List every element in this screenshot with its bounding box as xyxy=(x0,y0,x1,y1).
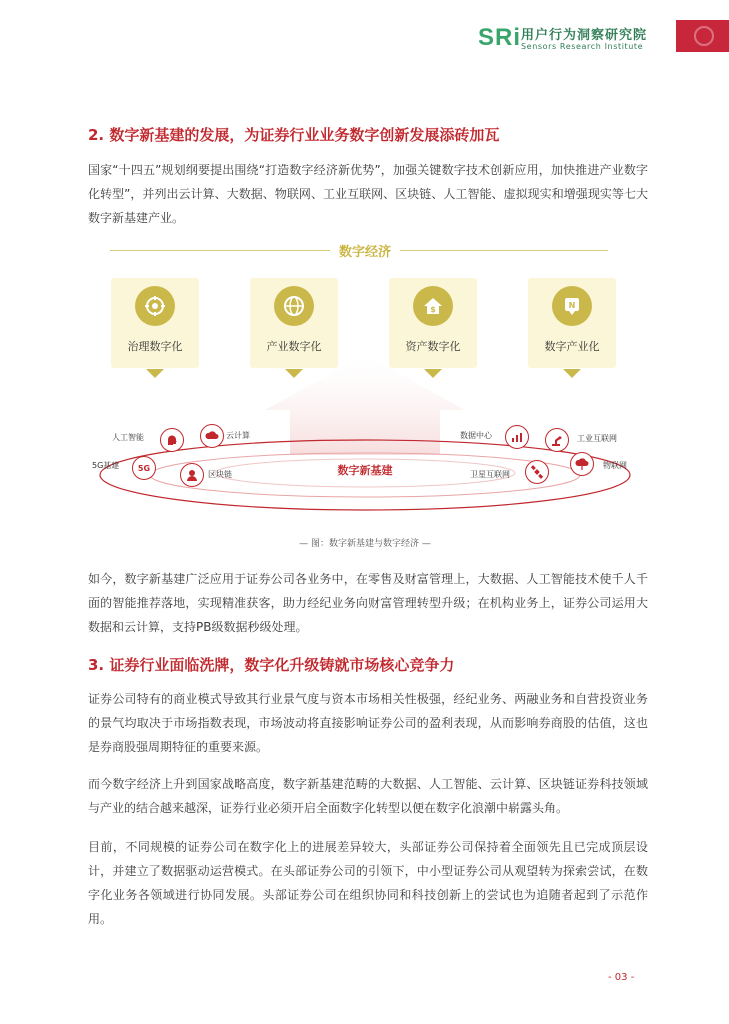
divider-right xyxy=(400,250,608,251)
node-label-cloud: 云计算 xyxy=(226,431,250,440)
section-2-heading: 2. 数字新基建的发展，为证券行业业务数字创新发展添砖加瓦 xyxy=(88,126,500,144)
5g-icon: 5G xyxy=(132,456,156,480)
diagram-title: 数字经济 xyxy=(330,241,400,260)
figure-follow-paragraph: 如今，数字新基建广泛应用于证券公司各业务中，在零售及财富管理上，大数据、人工智能技术使千人千面的智能推荐落地，实现精准获客，助力经纪业务向财富管理转型升级；在机构业务上，证券公司运用大数据和云计算，支持PB级数据秒级处理。 xyxy=(88,572,648,634)
figure-caption: — 图：数字新基建与数字经济 — xyxy=(299,539,431,549)
page-number: - 03 - xyxy=(608,972,635,983)
node-label-industrial-internet: 工业互联网 xyxy=(577,434,617,443)
blockchain-icon xyxy=(180,463,204,487)
card-label: 产业数字化 xyxy=(266,340,322,353)
satellite-icon xyxy=(525,460,549,484)
center-label: 数字新基建 xyxy=(337,464,393,477)
card-label: 资产数字化 xyxy=(405,340,461,353)
node-label-datacenter: 数据中心 xyxy=(460,431,492,440)
digital-industry-icon xyxy=(552,286,592,326)
house-dollar-icon xyxy=(413,286,453,326)
org-name-cn: 用户行为洞察研究院 xyxy=(521,28,648,43)
card-label: 数字产业化 xyxy=(544,340,600,353)
org-name-en: Sensors Research Institute xyxy=(521,42,644,51)
node-label-satellite: 卫星互联网 xyxy=(470,470,510,479)
section-3-paragraph: 目前，不同规模的证券公司在数字化上的进展差异较大，头部证券公司保持着全面领先且已完成顶层设计，并建立了数据驱动运营模式。在头部证券公司的引领下，中小型证券公司从观望转为探索尝试，在数字化业务各领域进行协同发展。头部证券公司在组织协同和科技创新上的尝试也为追随者起到了示范作用。 xyxy=(88,840,648,926)
node-label-5g: 5G基建 xyxy=(92,461,120,470)
cloud-icon xyxy=(200,424,224,448)
section-3-paragraph: 证券公司特有的商业模式导致其行业景气度与资本市场相关性极强，经纪业务、两融业务和自营投资业务的景气均取决于市场指数表现，市场波动将直接影响证券公司的盈利表现，从而影响券商股的估值，这也是券商股强周期特征的重要来源。 xyxy=(88,692,648,754)
node-label-ai: 人工智能 xyxy=(112,433,144,442)
iot-cloud-icon xyxy=(570,452,594,476)
section-2-paragraph: 国家“十四五”规划纲要提出围绕“打造数字经济新优势”，加强关键数字技术创新应用，加快推进产业数字化转型”，并列出云计算、大数据、物联网、工业互联网、区块链、人工智能、虚拟现实和增强现实等七大数字新基建产业。 xyxy=(88,163,648,225)
ai-brain-icon xyxy=(160,428,184,452)
node-label-blockchain: 区块链 xyxy=(208,470,232,479)
logo-mark: SRi xyxy=(478,24,522,51)
corner-tab xyxy=(676,20,729,52)
datacenter-chart-icon xyxy=(505,425,529,449)
card-label: 治理数字化 xyxy=(127,340,183,353)
section-3-paragraph: 而今数字经济上升到国家战略高度，数字新基建范畴的大数据、人工智能、云计算、区块链证券科技领域与产业的结合越来越深，证券行业必须开启全面数字化转型以便在数字化浪潮中崭露头角。 xyxy=(88,777,648,815)
divider-left xyxy=(110,250,330,251)
robot-arm-icon xyxy=(545,428,569,452)
globe-icon xyxy=(274,286,314,326)
node-label-iot: 物联网 xyxy=(603,461,627,470)
svg-text:$: $ xyxy=(430,305,436,314)
svg-text:N: N xyxy=(568,301,576,310)
section-3-heading: 3. 证券行业面临洗牌，数字化升级铸就市场核心竞争力 xyxy=(88,656,455,674)
governance-icon xyxy=(135,286,175,326)
